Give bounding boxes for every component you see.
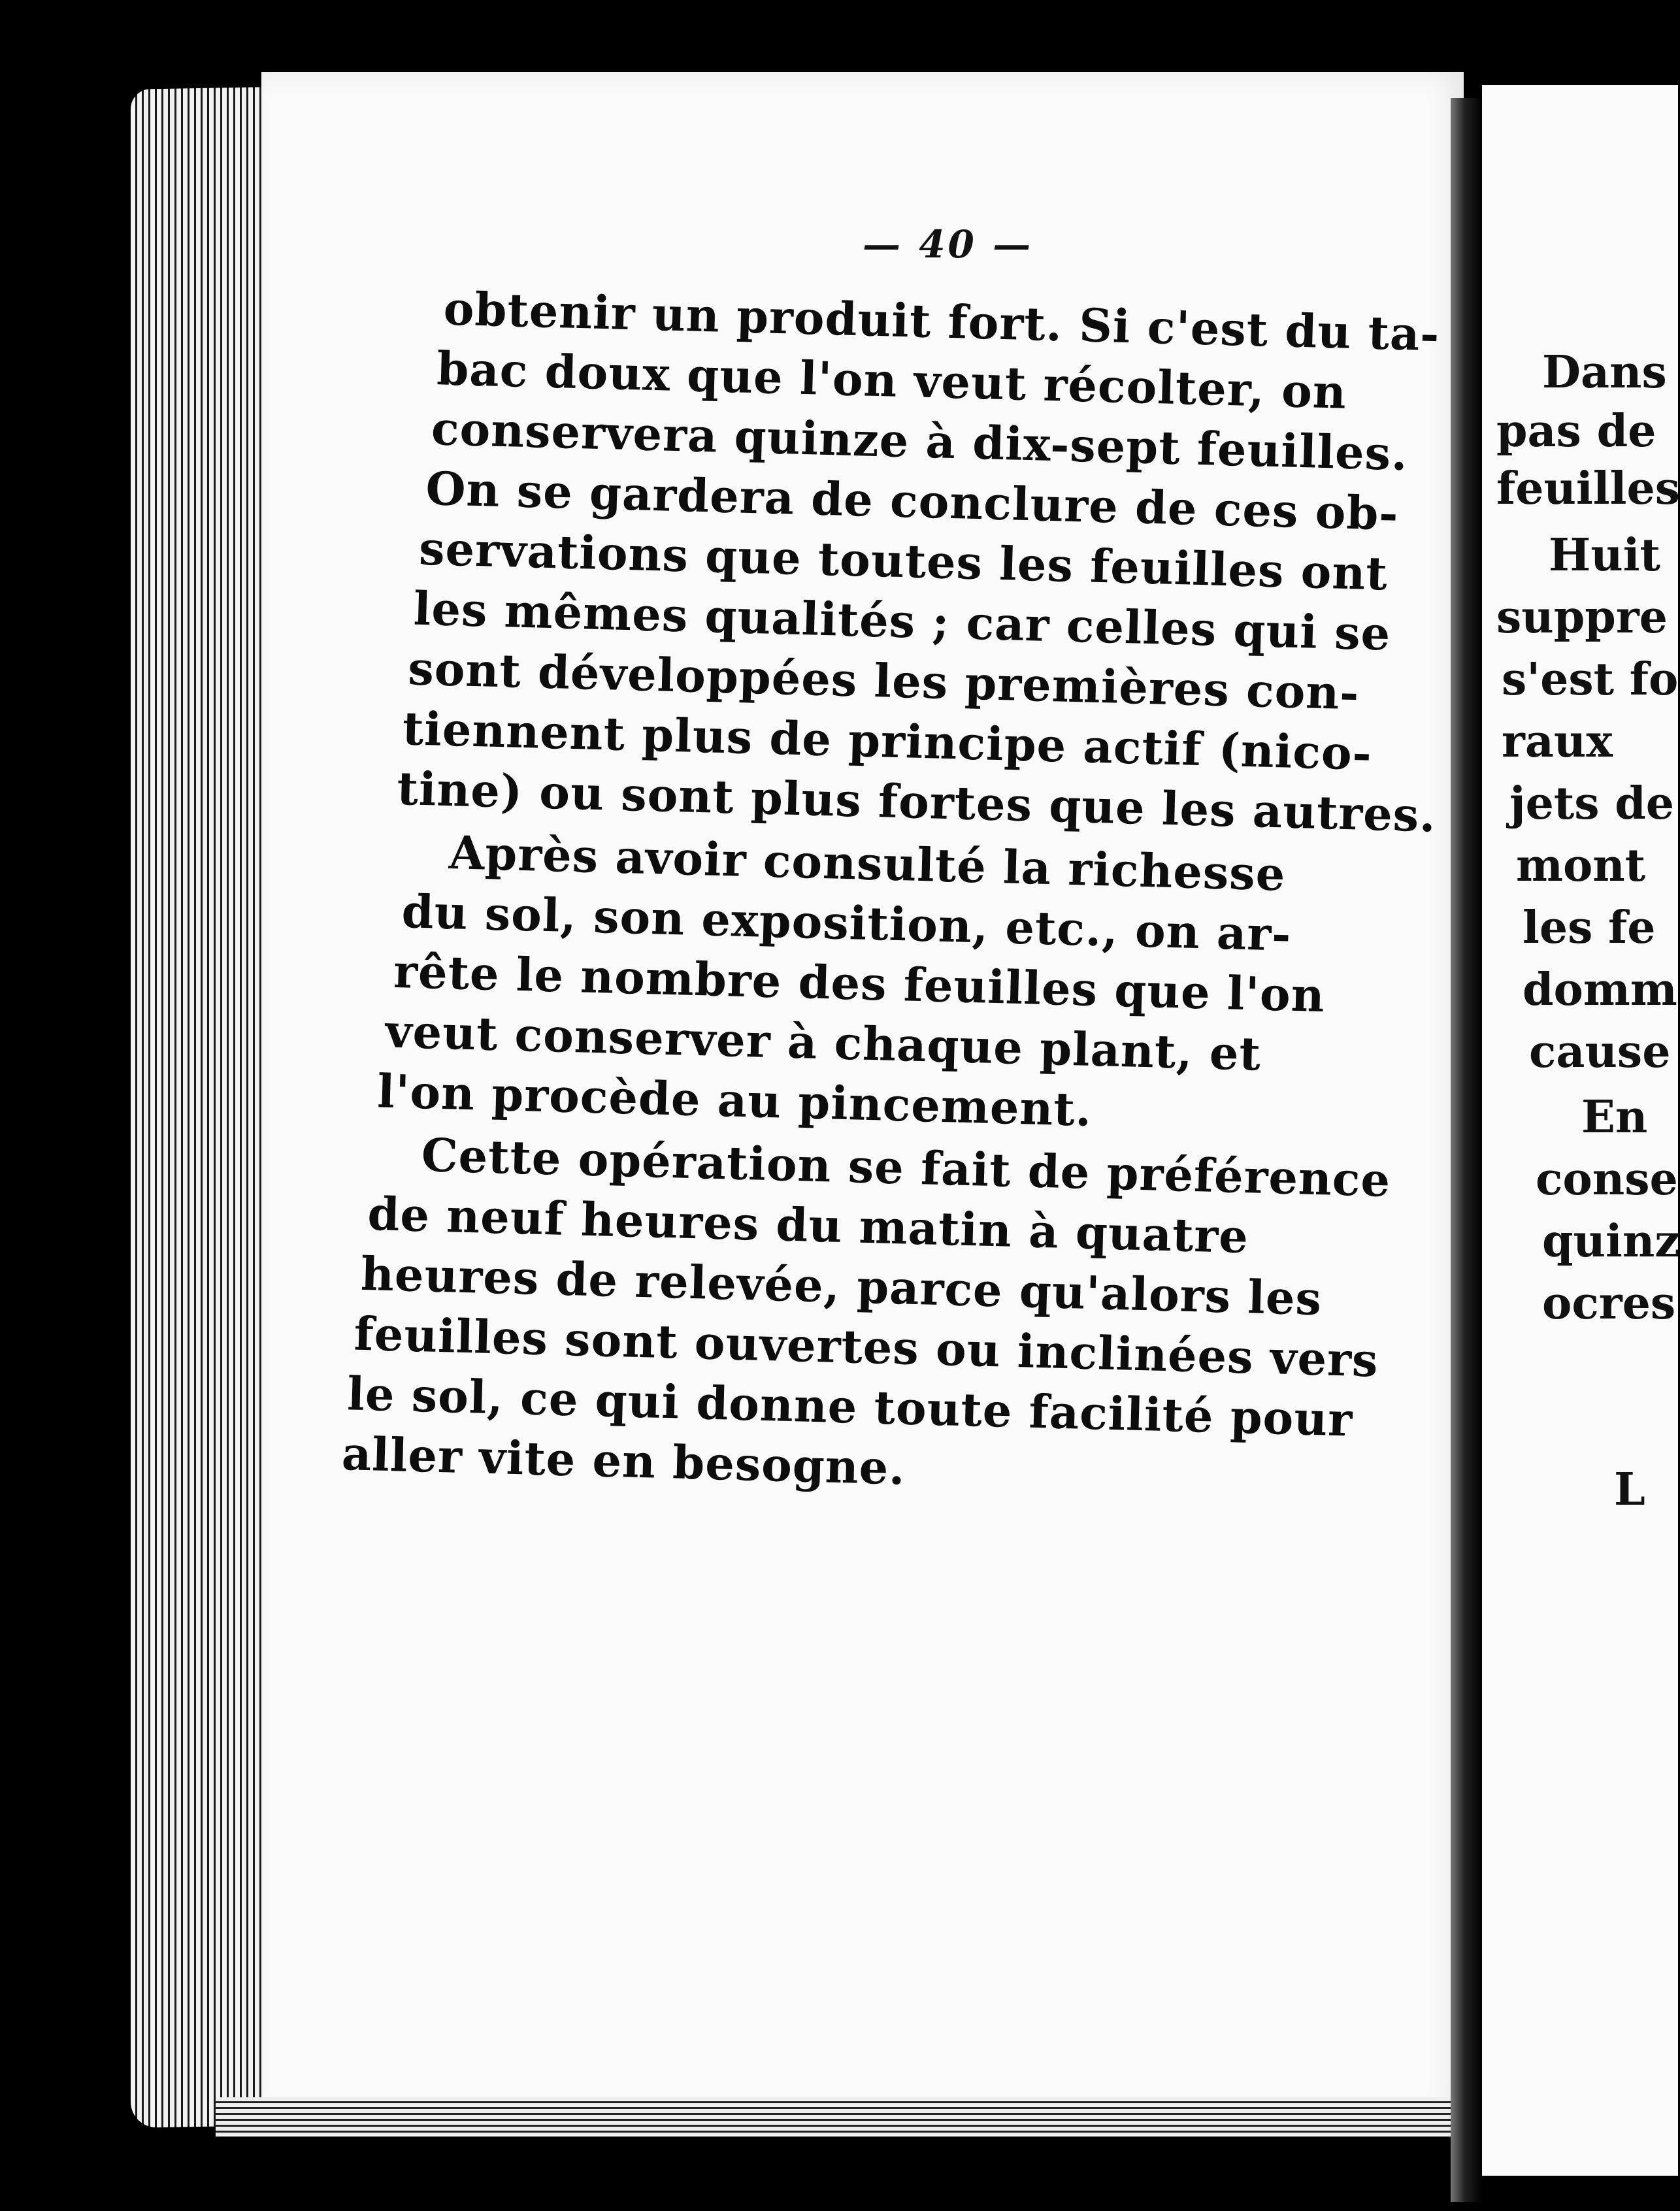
right-page: [1482, 85, 1678, 2176]
text-line: tine) ou sont plus fortes que les autres.: [396, 761, 1437, 843]
text-line: Huit: [1549, 529, 1660, 581]
text-line: rête le nombre des feuilles que l'on: [393, 943, 1326, 1023]
page-edges-bottom: [216, 2097, 1496, 2137]
text-line: aller vite en besogne.: [340, 1426, 906, 1496]
text-line: suppre: [1496, 591, 1668, 644]
text-line: servations que toutes les feuilles ont: [418, 521, 1389, 601]
page-number: — 40 —: [863, 222, 1034, 267]
text-line: ocres: [1542, 1277, 1676, 1330]
text-line: L: [1614, 1464, 1645, 1516]
text-line: mont: [1516, 840, 1646, 892]
page-edges-left: [131, 87, 268, 2128]
text-line: cause: [1529, 1026, 1671, 1078]
text-line: le sol, ce qui donne toute facilité pour: [346, 1366, 1354, 1447]
text-line: Dans: [1542, 346, 1667, 399]
text-line: l'on procède au pincement.: [376, 1064, 1093, 1137]
text-line: pas de: [1496, 405, 1656, 457]
text-line: feuilles: [1496, 463, 1680, 515]
text-line: On se gardera de conclure de ces ob-: [425, 461, 1400, 541]
text-line: Après avoir consulté la richesse: [448, 825, 1287, 902]
text-line: Cette opération se fait de préférence: [420, 1128, 1392, 1207]
text-line: conse: [1536, 1153, 1678, 1205]
text-line: raux: [1502, 715, 1613, 768]
text-line: domm: [1523, 964, 1677, 1016]
text-line: En: [1581, 1091, 1648, 1143]
text-line: bac doux que l'on veut récolter, on: [436, 341, 1347, 419]
text-line: du sol, son exposition, etc., on ar-: [401, 884, 1293, 962]
text-line: les mêmes qualités ; car celles qui se: [412, 581, 1392, 661]
text-line: quinz: [1542, 1215, 1680, 1268]
text-line: tiennent plus de principe actif (nico-: [401, 701, 1373, 781]
text-line: les fe: [1523, 902, 1656, 954]
text-line: veut conserver à chaque plant, et: [384, 1004, 1262, 1081]
text-line: obtenir un produit fort. Si c'est du ta-: [442, 281, 1441, 362]
text-line: conservera quinze à dix-sept feuilles.: [431, 401, 1409, 482]
book-gutter: [1451, 98, 1482, 2202]
text-line: de neuf heures du matin à quatre: [367, 1186, 1249, 1264]
text-line: sont développées les premières con-: [407, 641, 1360, 721]
text-line: feuilles sont ouvertes ou inclinées vers: [353, 1306, 1379, 1388]
text-line: heures de relevée, parce qu'alors les: [360, 1246, 1323, 1326]
text-line: s'est fo: [1502, 653, 1679, 706]
text-line: jets de: [1509, 778, 1675, 830]
